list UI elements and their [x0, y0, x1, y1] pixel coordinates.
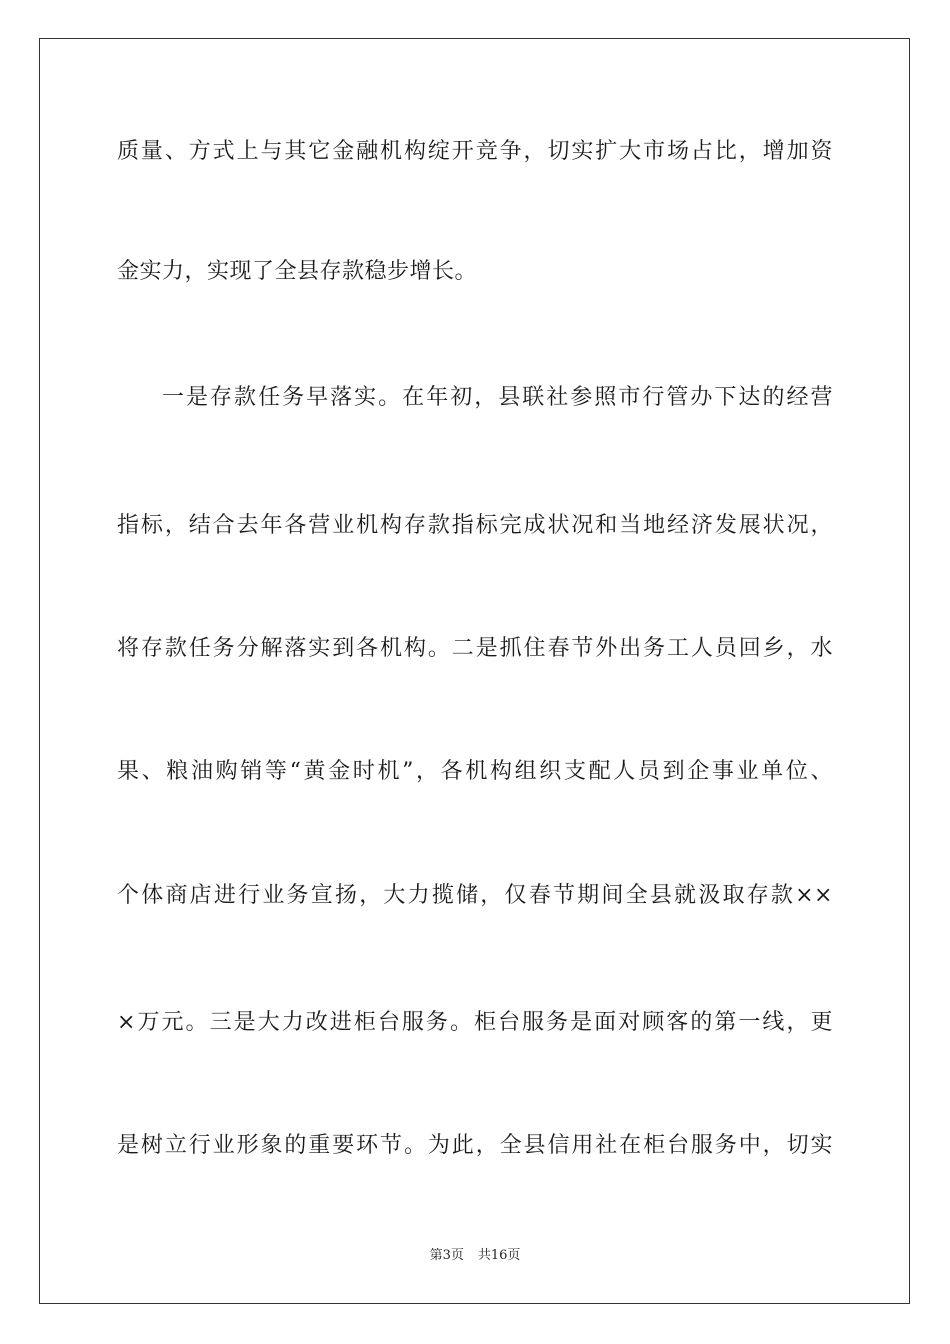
body-line-2: 金实力，实现了全县存款稳步增长。	[117, 259, 478, 284]
body-line-6: 果、粮油购销等“黄金时机”，各机构组织支配人员到企事业单位、	[117, 759, 833, 784]
page-border	[39, 38, 910, 1304]
body-line-9: 是树立行业形象的重要环节。为此，全县信用社在柜台服务中，切实	[117, 1133, 833, 1158]
body-line-5: 将存款任务分解落实到各机构。二是抓住春节外出务工人员回乡，水	[117, 636, 833, 661]
body-line-1: 质量、方式上与其它金融机构绽开竞争，切实扩大市场占比，增加资	[117, 139, 833, 164]
page-number: 第3页	[429, 1248, 464, 1263]
body-line-4: 指标，结合去年各营业机构存款指标完成状况和当地经济发展状况，	[117, 513, 833, 538]
body-line-8: ×万元。三是大力改进柜台服务。柜台服务是面对顾客的第一线，更	[117, 1010, 833, 1035]
total-pages: 共16页	[477, 1248, 521, 1263]
page-footer	[0, 1247, 950, 1265]
body-line-7: 个体商店进行业务宣扬，大力揽储，仅春节期间全县就汲取存款××	[117, 883, 833, 908]
body-line-3: 一是存款任务早落实。在年初，县联社参照市行管办下达的经营	[162, 385, 833, 410]
